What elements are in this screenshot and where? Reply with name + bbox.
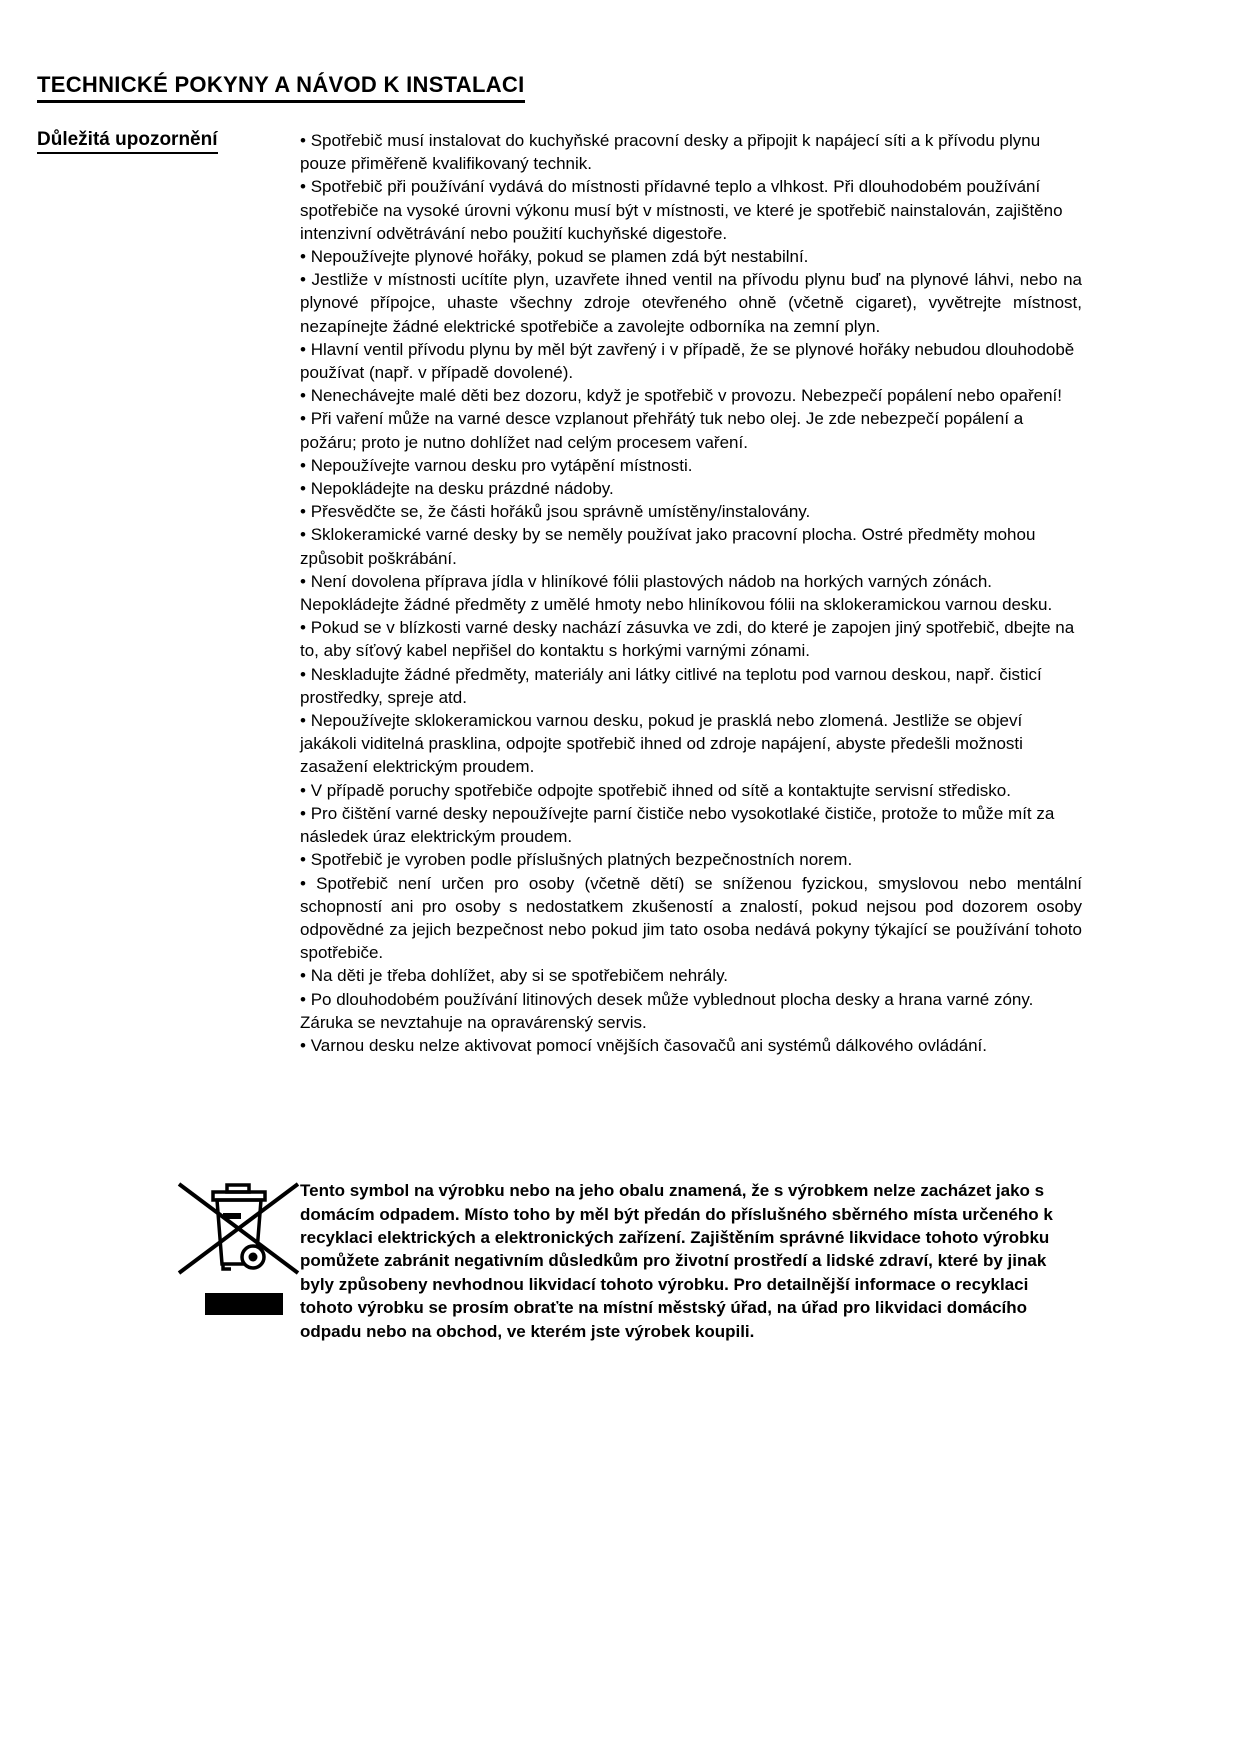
recycling-section bbox=[37, 1179, 1082, 1343]
warning-item: • Sklokeramické varné desky by se neměly používat jako pracovní plocha. Ostré předměty mohou způsobit poškrábání. bbox=[300, 523, 1082, 569]
warning-item: • Spotřebič musí instalovat do kuchyňské pracovní desky a připojit k napájecí síti a k přívodu plynu pouze přiměřeně kvalifikovaný technik. bbox=[300, 129, 1082, 175]
warning-item: • Pokud se v blízkosti varné desky nachází zásuvka ve zdi, do které je zapojen jiný spotřebič, dbejte na to, aby síťový kabel nepřišel do kontaktu s horkými varnými zónami. bbox=[300, 616, 1082, 662]
warning-item: • Nepoužívejte varnou desku pro vytápění místnosti. bbox=[300, 454, 1082, 477]
warning-item: • Spotřebič je vyroben podle příslušných platných bezpečnostních norem. bbox=[300, 848, 1082, 871]
warning-item: • Pro čištění varné desky nepoužívejte parní čističe nebo vysokotlaké čističe, protože to může mít za následek úraz elektrickým proudem. bbox=[300, 802, 1082, 848]
warning-item: • Spotřebič při používání vydává do místnosti přídavné teplo a vlhkost. Při dlouhodobém používání spotřebiče na vysoké úrovni výkonu musí být v místnosti, ve které je spotřebič nainstalován, zajištěno intenzivní odvětrávání nebo použití kuchyňské digestoře. bbox=[300, 175, 1082, 245]
weee-icon-column bbox=[37, 1179, 300, 1343]
warning-item: • Přesvědčte se, že části hořáků jsou správně umístěny/instalovány. bbox=[300, 500, 1082, 523]
warning-item: • Po dlouhodobém používání litinových desek může vyblednout plocha desky a hrana varné zóny. Záruka se nevztahuje na opravárenský servis. bbox=[300, 988, 1082, 1034]
warning-item: • Nepoužívejte plynové hořáky, pokud se plamen zdá být nestabilní. bbox=[300, 245, 1082, 268]
warning-item: • Neskladujte žádné předměty, materiály ani látky citlivé na teplotu pod varnou deskou, např. čisticí prostředky, spreje atd. bbox=[300, 663, 1082, 709]
warning-item: • Jestliže v místnosti ucítíte plyn, uzavřete ihned ventil na přívodu plynu buď na plynové láhvi, nebo na plynové přípojce, uhaste všechny zdroje otevřeného ohně (včetně cigaret), vyvětrejte místnost, nezapínejte žádné elektrické spotřebiče a zavolejte odborníka na zemní plyn. bbox=[300, 268, 1082, 338]
warning-item: • Spotřebič není určen pro osoby (včetně dětí) se sníženou fyzickou, smyslovou nebo mentální schopností ani pro osoby s nedostatkem zkušeností a znalostí, pokud nejsou pod dozorem osoby odpovědné za jejich bezpečnost nebo pokud jim tato osoba nedává pokyny týkající se používání tohoto spotřebiče. bbox=[300, 872, 1082, 965]
warning-item: • Nepoužívejte sklokeramickou varnou desku, pokud je prasklá nebo zlomená. Jestliže se objeví jakákoli viditelná prasklina, odpojte spotřebič ihned od zdroje napájení, abyste předešli možnosti zasažení elektrickým proudem. bbox=[300, 709, 1082, 779]
warning-item: • Nepokládejte na desku prázdné nádoby. bbox=[300, 477, 1082, 500]
recycling-notice: Tento symbol na výrobku nebo na jeho obalu znamená, že s výrobkem nelze zacházet jako s domácím odpadem. Místo toho by měl být předán do příslušného sběrného místa určeného k recyklaci elektrických a elektronických zařízení. Zajištěním správné likvidace tohoto výrobku pomůžete zabránit negativním důsledkům pro životní prostředí a lidské zdraví, které by jinak byly způsobeny nevhodnou likvidací tohoto výrobku. Pro detailnější informace o recyklaci tohoto výrobku se prosím obraťte na místní městský úřad, na úřad pro likvidaci domácího odpadu nebo na obchod, ve kterém jste výrobek koupili. bbox=[300, 1181, 1053, 1341]
warning-item: • Není dovolena příprava jídla v hliníkové fólii plastových nádob na horkých varných zónách. Nepokládejte žádné předměty z umělé hmoty nebo hliníkovou fólii na sklokeramickou varnou desku. bbox=[300, 570, 1082, 616]
warning-item: • V případě poruchy spotřebiče odpojte spotřebič ihned od sítě a kontaktujte servisní středisko. bbox=[300, 779, 1082, 802]
left-label-column bbox=[37, 129, 300, 1057]
main-content bbox=[37, 129, 1082, 1057]
section-label-important-warnings: Důležitá upozornění bbox=[37, 129, 218, 154]
warning-item: • Při vaření může na varné desce vzplanout přehřátý tuk nebo olej. Je zde nebezpečí popálení a požáru; proto je nutno dohlížet nad celým procesem vaření. bbox=[300, 407, 1082, 453]
warning-item: • Varnou desku nelze aktivovat pomocí vnějších časovačů ani systémů dálkového ovládání. bbox=[300, 1034, 1082, 1057]
warning-item: • Na děti je třeba dohlížet, aby si se spotřebičem nehrály. bbox=[300, 964, 1082, 987]
document-page bbox=[37, 72, 1082, 1343]
page-title: TECHNICKÉ POKYNY A NÁVOD K INSTALACI bbox=[37, 72, 525, 103]
warnings-list bbox=[300, 129, 1082, 1057]
warning-item: • Nenechávejte malé děti bez dozoru, když je spotřebič v provozu. Nebezpečí popálení nebo opaření! bbox=[300, 384, 1082, 407]
weee-crossed-bin-icon bbox=[177, 1304, 300, 1321]
warning-item: • Hlavní ventil přívodu plynu by měl být zavřený i v případě, že se plynové hořáky nebudou dlouhodobě používat (např. v případě dovolené). bbox=[300, 338, 1082, 384]
